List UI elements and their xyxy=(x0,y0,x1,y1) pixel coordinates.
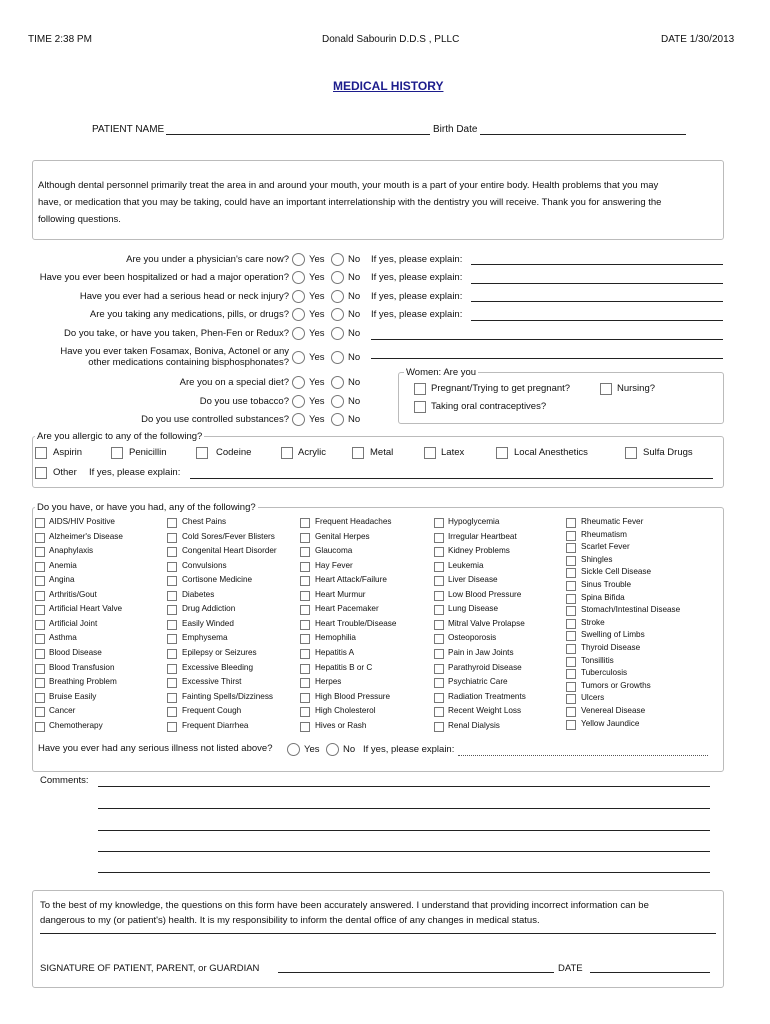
yes-label: Yes xyxy=(304,744,320,755)
condition-label: Epilepsy or Seizures xyxy=(182,647,257,657)
condition-checkbox[interactable] xyxy=(566,694,576,704)
condition-label: Frequent Headaches xyxy=(315,517,392,526)
condition-label: Heart Trouble/Disease xyxy=(315,618,397,628)
condition-checkbox[interactable] xyxy=(566,720,576,730)
condition-label: Radiation Treatments xyxy=(448,691,526,701)
no-radio[interactable] xyxy=(331,308,344,321)
condition-label: Rheumatic Fever xyxy=(581,517,644,526)
condition-checkbox[interactable] xyxy=(35,562,45,572)
condition-checkbox[interactable] xyxy=(300,634,310,644)
condition-label: Stroke xyxy=(581,617,605,627)
condition-label: Heart Pacemaker xyxy=(315,604,379,614)
condition-checkbox[interactable] xyxy=(300,576,310,586)
condition-checkbox[interactable] xyxy=(566,644,576,654)
condition-label: Anemia xyxy=(49,560,77,570)
condition-label: Convulsions xyxy=(182,560,227,570)
condition-checkbox[interactable] xyxy=(300,649,310,659)
allergy-label: Sulfa Drugs xyxy=(643,447,693,458)
women-box xyxy=(398,372,724,424)
condition-label: Drug Addiction xyxy=(182,604,236,614)
condition-checkbox[interactable] xyxy=(566,657,576,667)
condition-label: Lung Disease xyxy=(448,604,499,614)
condition-label: Diabetes xyxy=(182,589,215,599)
condition-label: Excessive Bleeding xyxy=(182,662,253,672)
condition-checkbox[interactable] xyxy=(566,518,576,528)
condition-checkbox[interactable] xyxy=(35,634,45,644)
serious-explain-label: If yes, please explain: xyxy=(363,744,455,755)
condition-label: Hemophilia xyxy=(315,633,356,643)
condition-checkbox[interactable] xyxy=(167,693,177,703)
serious-explain-field[interactable] xyxy=(458,755,708,756)
yes-label: Yes xyxy=(309,309,325,320)
condition-checkbox[interactable] xyxy=(167,591,177,601)
condition-label: Artificial Joint xyxy=(49,618,98,628)
condition-label: Cold Sores/Fever Blisters xyxy=(182,531,275,541)
allergy-explain-label: If yes, please explain: xyxy=(89,467,181,478)
patient-name-label: PATIENT NAME xyxy=(92,124,165,135)
condition-checkbox[interactable] xyxy=(35,678,45,688)
allergy-label: Metal xyxy=(370,447,394,458)
statement-line: dangerous to my (or patient's) health. It is my responsibility to inform the dental office of any changes in medical status. xyxy=(40,915,540,926)
question-head-injury: Have you ever had a serious head or neck injury? xyxy=(79,291,289,302)
condition-label: Breathing Problem xyxy=(49,677,117,687)
condition-label: Fainting Spells/Dizziness xyxy=(182,691,274,701)
allergy-checkbox[interactable] xyxy=(281,447,293,459)
condition-checkbox[interactable] xyxy=(35,518,45,528)
condition-label: Leukemia xyxy=(448,560,484,570)
condition-checkbox[interactable] xyxy=(167,678,177,688)
allergy-label: Codeine xyxy=(216,447,252,458)
date-label: DATE 1/30/2013 xyxy=(661,34,735,45)
yes-radio[interactable] xyxy=(292,351,305,364)
signature-label: SIGNATURE OF PATIENT, PARENT, or GUARDIAN xyxy=(40,963,260,974)
statement-text xyxy=(40,898,649,928)
yes-label: Yes xyxy=(309,377,325,388)
condition-label: Psychiatric Care xyxy=(448,677,508,687)
condition-checkbox[interactable] xyxy=(566,581,576,591)
signature-date-label: DATE xyxy=(558,963,583,974)
condition-checkbox[interactable] xyxy=(566,707,576,717)
no-radio[interactable] xyxy=(331,253,344,266)
condition-checkbox[interactable] xyxy=(300,533,310,543)
condition-checkbox[interactable] xyxy=(434,576,444,586)
condition-label: Hepatitis A xyxy=(315,647,355,657)
serious-no-radio[interactable] xyxy=(326,743,339,756)
pregnant-label: Pregnant/Trying to get pregnant? xyxy=(431,383,571,394)
allergy-checkbox[interactable] xyxy=(625,447,637,459)
birth-date-field[interactable] xyxy=(480,134,686,135)
condition-label: Thyroid Disease xyxy=(581,643,641,652)
condition-label: Chest Pains xyxy=(182,517,227,526)
explain-field[interactable] xyxy=(471,301,723,302)
yes-label: Yes xyxy=(309,254,325,265)
explain-label: If yes, please explain: xyxy=(371,254,463,265)
no-label: No xyxy=(348,272,361,283)
condition-label: AIDS/HIV Positive xyxy=(49,517,115,526)
condition-label: Excessive Thirst xyxy=(182,677,242,687)
condition-checkbox[interactable] xyxy=(434,722,444,732)
condition-label: Osteoporosis xyxy=(448,633,497,643)
yes-radio[interactable] xyxy=(292,253,305,266)
condition-checkbox[interactable] xyxy=(35,576,45,586)
condition-checkbox[interactable] xyxy=(434,591,444,601)
condition-label: Parathyroid Disease xyxy=(448,662,522,672)
comments-label: Comments: xyxy=(40,775,89,786)
condition-label: Frequent Cough xyxy=(182,706,242,716)
yes-label: Yes xyxy=(309,291,325,302)
condition-label: Swelling of Limbs xyxy=(581,630,645,640)
condition-checkbox[interactable] xyxy=(300,518,310,528)
condition-checkbox[interactable] xyxy=(35,533,45,543)
condition-label: Low Blood Pressure xyxy=(448,589,522,599)
condition-checkbox[interactable] xyxy=(35,649,45,659)
condition-checkbox[interactable] xyxy=(434,605,444,615)
question-special-diet: Are you on a special diet? xyxy=(179,377,289,388)
condition-checkbox[interactable] xyxy=(300,707,310,717)
intro-line: following questions. xyxy=(38,214,121,225)
comments-line[interactable] xyxy=(98,786,710,787)
condition-label: Yellow Jaundice xyxy=(581,718,640,728)
allergy-checkbox[interactable] xyxy=(196,447,208,459)
allergy-label: Local Anesthetics xyxy=(514,447,588,458)
comments-line[interactable] xyxy=(98,808,710,809)
no-label: No xyxy=(348,309,361,320)
allergy-legend: Are you allergic to any of the following? xyxy=(37,431,203,442)
comments-line[interactable] xyxy=(98,851,710,852)
no-label: No xyxy=(348,291,361,302)
no-radio[interactable] xyxy=(331,413,344,426)
condition-label: Easily Winded xyxy=(182,618,234,628)
no-label: No xyxy=(343,744,356,755)
condition-checkbox[interactable] xyxy=(167,533,177,543)
condition-checkbox[interactable] xyxy=(566,543,576,553)
no-radio[interactable] xyxy=(331,290,344,303)
comments-line[interactable] xyxy=(98,830,710,831)
condition-label: Anaphylaxis xyxy=(49,546,94,556)
yes-label: Yes xyxy=(309,328,325,339)
condition-label: Cortisone Medicine xyxy=(182,575,253,585)
question-line: Have you ever taken Fosamax, Boniva, Actonel or any xyxy=(60,346,289,357)
allergy-label: Acrylic xyxy=(298,447,326,458)
condition-label: Asthma xyxy=(49,633,77,643)
explain-label: If yes, please explain: xyxy=(371,272,463,283)
condition-checkbox[interactable] xyxy=(434,562,444,572)
allergy-explain-field[interactable] xyxy=(190,478,713,479)
condition-label: Alzheimer's Disease xyxy=(49,531,123,541)
condition-checkbox[interactable] xyxy=(434,678,444,688)
explain-field[interactable] xyxy=(471,320,723,321)
no-radio[interactable] xyxy=(331,376,344,389)
comments-line[interactable] xyxy=(98,872,710,873)
condition-checkbox[interactable] xyxy=(167,562,177,572)
no-radio[interactable] xyxy=(331,327,344,340)
condition-label: Chemotherapy xyxy=(49,720,103,730)
condition-label: Shingles xyxy=(581,554,613,564)
signature-field[interactable] xyxy=(278,972,554,973)
condition-checkbox[interactable] xyxy=(35,722,45,732)
condition-label: Recent Weight Loss xyxy=(448,706,522,716)
pregnant-checkbox[interactable] xyxy=(414,383,426,395)
practice-name: Donald Sabourin D.D.S , PLLC xyxy=(322,34,460,45)
signature-date-field[interactable] xyxy=(590,972,710,973)
condition-label: Herpes xyxy=(315,677,342,687)
condition-checkbox[interactable] xyxy=(566,619,576,629)
condition-label: Hepatitis B or C xyxy=(315,662,373,672)
nursing-label: Nursing? xyxy=(617,383,656,394)
condition-checkbox[interactable] xyxy=(300,620,310,630)
condition-checkbox[interactable] xyxy=(300,693,310,703)
condition-checkbox[interactable] xyxy=(434,693,444,703)
statement-divider xyxy=(40,933,716,934)
serious-illness-question: Have you ever had any serious illness not listed above? xyxy=(38,743,273,754)
condition-checkbox[interactable] xyxy=(35,547,45,557)
condition-label: Genital Herpes xyxy=(315,531,370,541)
yes-radio[interactable] xyxy=(292,413,305,426)
condition-checkbox[interactable] xyxy=(167,649,177,659)
statement-line: To the best of my knowledge, the questions on this form have been accurately answered. I understand that providing incorrect information can be xyxy=(40,900,649,911)
condition-label: Stomach/Intestinal Disease xyxy=(581,605,681,615)
explain-field[interactable] xyxy=(471,264,723,265)
condition-label: Renal Dialysis xyxy=(448,720,500,730)
condition-label: Heart Murmur xyxy=(315,589,366,599)
condition-label: Pain in Jaw Joints xyxy=(448,647,514,657)
condition-label: Scarlet Fever xyxy=(581,542,630,552)
patient-name-field[interactable] xyxy=(166,134,430,135)
condition-label: Heart Attack/Failure xyxy=(315,575,387,585)
question-physician-care: Are you under a physician's care now? xyxy=(126,254,289,265)
allergy-label: Latex xyxy=(441,447,465,458)
condition-label: Mitral Valve Prolapse xyxy=(448,618,525,628)
condition-checkbox[interactable] xyxy=(434,533,444,543)
no-radio[interactable] xyxy=(331,395,344,408)
serious-yes-radio[interactable] xyxy=(287,743,300,756)
no-label: No xyxy=(348,414,361,425)
condition-checkbox[interactable] xyxy=(35,591,45,601)
explain-field[interactable] xyxy=(471,283,723,284)
no-label: No xyxy=(348,254,361,265)
condition-checkbox[interactable] xyxy=(300,722,310,732)
question-medications: Are you taking any medications, pills, or drugs? xyxy=(89,309,289,320)
no-label: No xyxy=(348,377,361,388)
condition-label: Glaucoma xyxy=(315,546,353,556)
condition-checkbox[interactable] xyxy=(35,605,45,615)
allergy-box xyxy=(32,436,724,488)
condition-checkbox[interactable] xyxy=(566,556,576,566)
yes-radio[interactable] xyxy=(292,395,305,408)
condition-label: Cancer xyxy=(49,706,76,716)
condition-checkbox[interactable] xyxy=(566,568,576,578)
nursing-checkbox[interactable] xyxy=(600,383,612,395)
no-label: No xyxy=(348,328,361,339)
condition-checkbox[interactable] xyxy=(566,631,576,641)
yes-radio[interactable] xyxy=(292,290,305,303)
allergy-other-checkbox[interactable] xyxy=(35,467,47,479)
condition-checkbox[interactable] xyxy=(566,669,576,679)
condition-label: Kidney Problems xyxy=(448,546,510,556)
no-label: No xyxy=(348,396,361,407)
condition-checkbox[interactable] xyxy=(167,518,177,528)
condition-label: High Blood Pressure xyxy=(315,691,391,701)
condition-label: Tuberculosis xyxy=(581,668,628,678)
condition-checkbox[interactable] xyxy=(167,576,177,586)
condition-label: Tonsillitis xyxy=(581,655,614,665)
allergy-label: Aspirin xyxy=(53,447,83,458)
condition-label: Emphysema xyxy=(182,633,228,643)
intro-line: Although dental personnel primarily treat the area in and around your mouth, your mouth is a part of your entire body. Health problems that you may xyxy=(38,180,659,191)
yes-radio[interactable] xyxy=(292,327,305,340)
condition-checkbox[interactable] xyxy=(566,531,576,541)
condition-label: Sickle Cell Disease xyxy=(581,567,652,577)
condition-checkbox[interactable] xyxy=(167,634,177,644)
allergy-checkbox[interactable] xyxy=(35,447,47,459)
condition-label: Blood Transfusion xyxy=(49,662,115,672)
condition-checkbox[interactable] xyxy=(35,664,45,674)
explain-continuation-line[interactable] xyxy=(371,358,723,359)
allergy-checkbox[interactable] xyxy=(496,447,508,459)
condition-checkbox[interactable] xyxy=(434,707,444,717)
condition-label: Tumors or Growths xyxy=(581,680,651,690)
allergy-checkbox[interactable] xyxy=(111,447,123,459)
time-label: TIME 2:38 PM xyxy=(28,34,92,45)
question-hospitalized: Have you ever been hospitalized or had a major operation? xyxy=(39,272,289,283)
condition-checkbox[interactable] xyxy=(167,707,177,717)
condition-checkbox[interactable] xyxy=(434,664,444,674)
condition-checkbox[interactable] xyxy=(300,591,310,601)
condition-checkbox[interactable] xyxy=(300,547,310,557)
allergy-label: Penicillin xyxy=(129,447,167,458)
condition-checkbox[interactable] xyxy=(566,606,576,616)
explain-label: If yes, please explain: xyxy=(371,309,463,320)
contraceptives-label: Taking oral contraceptives? xyxy=(431,401,547,412)
yes-radio[interactable] xyxy=(292,308,305,321)
condition-checkbox[interactable] xyxy=(35,693,45,703)
condition-checkbox[interactable] xyxy=(300,562,310,572)
condition-label: Ulcers xyxy=(581,693,605,703)
yes-radio[interactable] xyxy=(292,376,305,389)
question-controlled-substances: Do you use controlled substances? xyxy=(141,414,289,425)
condition-label: High Cholesterol xyxy=(315,706,376,716)
condition-checkbox[interactable] xyxy=(566,682,576,692)
condition-checkbox[interactable] xyxy=(434,547,444,557)
condition-checkbox[interactable] xyxy=(167,605,177,615)
page-title: MEDICAL HISTORY xyxy=(333,79,444,93)
condition-checkbox[interactable] xyxy=(35,620,45,630)
condition-label: Rheumatism xyxy=(581,529,627,539)
condition-label: Artificial Heart Valve xyxy=(49,604,123,614)
condition-checkbox[interactable] xyxy=(167,620,177,630)
yes-label: Yes xyxy=(309,272,325,283)
yes-radio[interactable] xyxy=(292,271,305,284)
condition-checkbox[interactable] xyxy=(434,620,444,630)
condition-checkbox[interactable] xyxy=(167,664,177,674)
condition-checkbox[interactable] xyxy=(300,605,310,615)
explain-label: If yes, please explain: xyxy=(371,291,463,302)
no-radio[interactable] xyxy=(331,271,344,284)
question-tobacco: Do you use tobacco? xyxy=(199,396,289,407)
condition-label: Liver Disease xyxy=(448,575,498,585)
intro-line: have, or medication that you may be taking, could have an important interrelationship with the dentistry you will receive. Thank you for answering the xyxy=(38,197,662,208)
yes-label: Yes xyxy=(309,396,325,407)
birth-date-label: Birth Date xyxy=(433,124,478,135)
intro-text xyxy=(38,177,661,228)
yes-label: Yes xyxy=(309,352,325,363)
condition-label: Hives or Rash xyxy=(315,720,367,730)
question-line: other medications containing bisphosphonates? xyxy=(88,357,289,368)
conditions-legend: Do you have, or have you had, any of the following? xyxy=(37,502,256,513)
condition-checkbox[interactable] xyxy=(434,518,444,528)
condition-checkbox[interactable] xyxy=(35,707,45,717)
no-label: No xyxy=(348,352,361,363)
condition-label: Venereal Disease xyxy=(581,706,646,715)
allergy-checkbox[interactable] xyxy=(352,447,364,459)
condition-checkbox[interactable] xyxy=(566,594,576,604)
women-legend: Women: Are you xyxy=(406,367,477,378)
condition-checkbox[interactable] xyxy=(167,722,177,732)
condition-label: Irregular Heartbeat xyxy=(448,531,517,541)
condition-label: Hay Fever xyxy=(315,560,353,570)
condition-checkbox[interactable] xyxy=(300,664,310,674)
question-bisphosphonates xyxy=(60,346,289,368)
explain-continuation-line[interactable] xyxy=(371,339,723,340)
condition-label: Sinus Trouble xyxy=(581,580,632,589)
yes-label: Yes xyxy=(309,414,325,425)
condition-checkbox[interactable] xyxy=(434,634,444,644)
allergy-other-label: Other xyxy=(53,467,77,478)
condition-label: Angina xyxy=(49,575,75,585)
condition-label: Congenital Heart Disorder xyxy=(182,546,277,556)
condition-label: Blood Disease xyxy=(49,647,102,657)
contraceptives-checkbox[interactable] xyxy=(414,401,426,413)
condition-label: Frequent Diarrhea xyxy=(182,720,249,730)
condition-label: Bruise Easily xyxy=(49,691,97,701)
condition-label: Spina Bifida xyxy=(581,592,625,602)
no-radio[interactable] xyxy=(331,351,344,364)
condition-checkbox[interactable] xyxy=(167,547,177,557)
condition-checkbox[interactable] xyxy=(300,678,310,688)
question-phen-fen: Do you take, or have you taken, Phen-Fen or Redux? xyxy=(64,328,289,339)
condition-label: Hypoglycemia xyxy=(448,517,500,526)
condition-label: Arthritis/Gout xyxy=(49,589,97,599)
condition-checkbox[interactable] xyxy=(434,649,444,659)
allergy-checkbox[interactable] xyxy=(424,447,436,459)
